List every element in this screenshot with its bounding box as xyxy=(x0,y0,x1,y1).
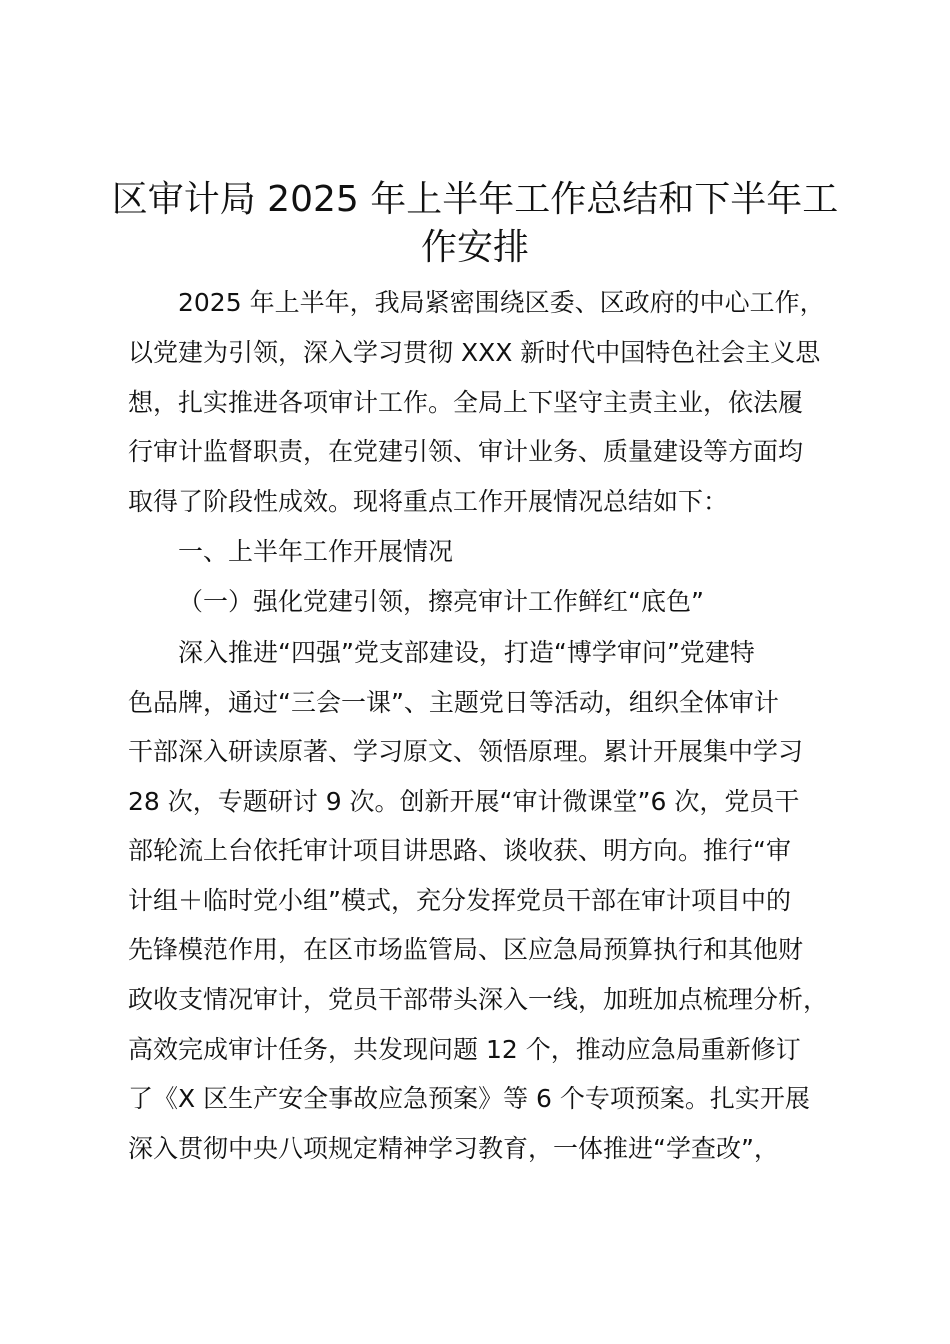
paragraph-line: 部轮流上台依托审计项目讲思路、谈收获、明方向。推行“审 xyxy=(128,836,791,865)
paragraph-line: 28 次，专题研讨 9 次。创新开展“审计微课堂”6 次，党员干 xyxy=(128,787,800,816)
paragraph-line: 色品牌，通过“三会一课”、主题党日等活动，组织全体审计 xyxy=(128,688,779,717)
paragraph-line: 计组＋临时党小组”模式，充分发挥党员干部在审计项目中的 xyxy=(128,886,791,915)
document-title xyxy=(110,176,840,272)
paragraph-intro-line: 想，扎实推进各项审计工作。全局上下坚守主责主业，依法履 xyxy=(128,388,804,417)
paragraph-line: 高效完成审计任务，共发现问题 12 个，推动应急局重新修订 xyxy=(128,1035,801,1064)
paragraph-line: 先锋模范作用，在区市场监管局、区应急局预算执行和其他财 xyxy=(128,935,804,964)
paragraph-line: 政收支情况审计，党员干部带头深入一线，加班加点梳理分析， xyxy=(128,985,829,1014)
subsection-heading: （一）强化党建引领，擦亮审计工作鲜红“底色” xyxy=(178,587,704,616)
paragraph-intro-line: 行审计监督职责，在党建引领、审计业务、质量建设等方面均 xyxy=(128,437,804,466)
section-heading: 一、上半年工作开展情况 xyxy=(178,537,454,566)
paragraph-line: 干部深入研读原著、学习原文、领悟原理。累计开展集中学习 xyxy=(128,737,804,766)
paragraph-line: 了《X 区生产安全事故应急预案》等 6 个专项预案。扎实开展 xyxy=(128,1084,810,1113)
title-line-1: 区审计局 2025 年上半年工作总结和下半年工 xyxy=(111,179,839,220)
paragraph-intro-line: 以党建为引领，深入学习贯彻 XXX 新时代中国特色社会主义思 xyxy=(128,338,821,367)
title-line-2: 作安排 xyxy=(420,227,529,268)
paragraph-intro-line: 2025 年上半年，我局紧密围绕区委、区政府的中心工作， xyxy=(178,288,825,317)
paragraph-line: 深入推进“四强”党支部建设，打造“博学审问”党建特 xyxy=(178,638,755,667)
paragraph-line: 深入贯彻中央八项规定精神学习教育，一体推进“学查改”， xyxy=(128,1134,779,1163)
paragraph-intro-line: 取得了阶段性成效。现将重点工作开展情况总结如下： xyxy=(128,487,729,516)
